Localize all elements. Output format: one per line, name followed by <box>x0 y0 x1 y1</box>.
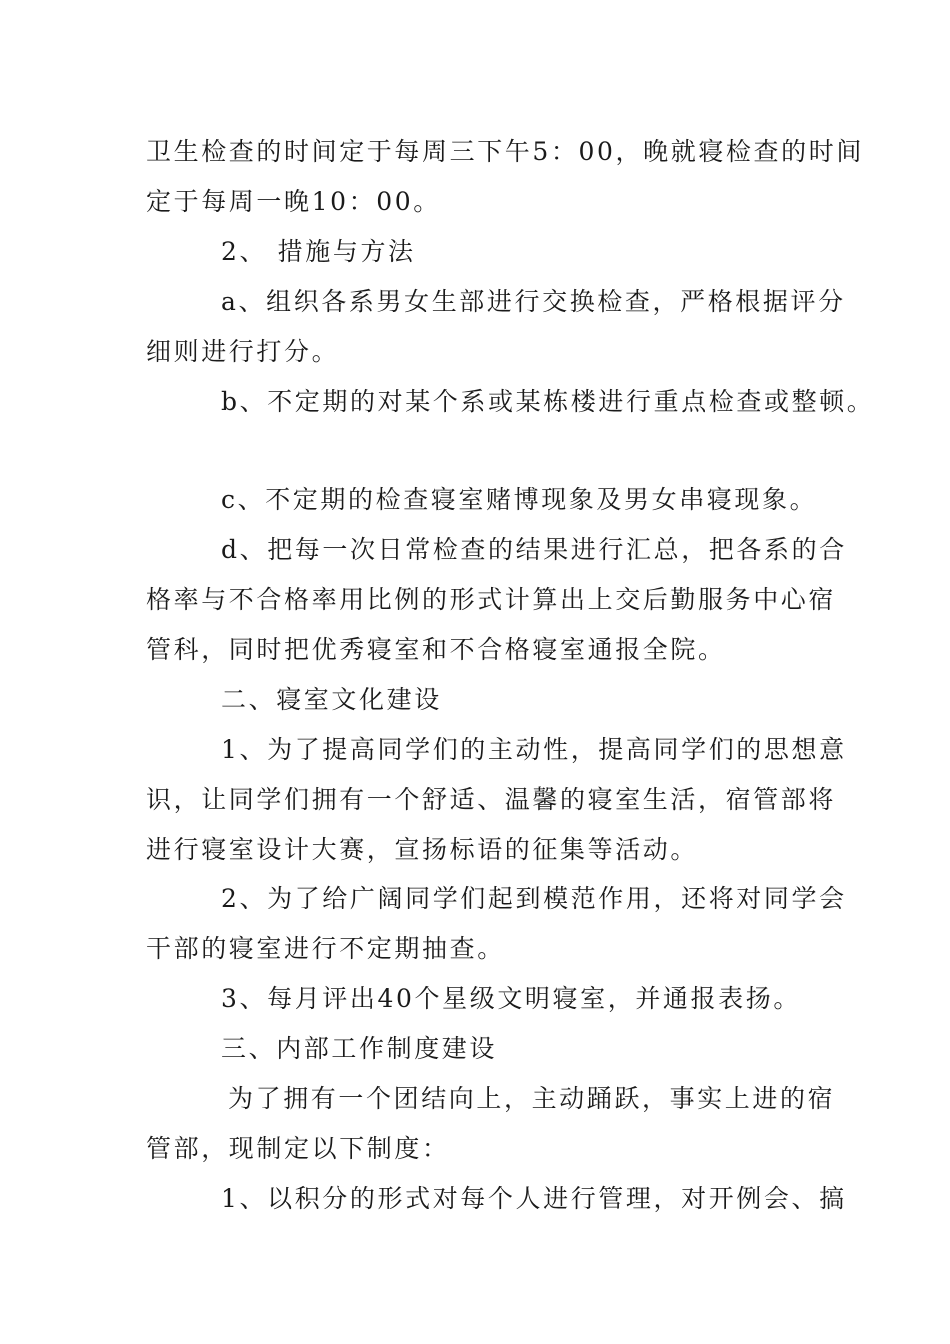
text-line: 格率与不合格率用比例的形式计算出上交后勤服务中心宿 <box>146 585 837 614</box>
section-heading: 三、内部工作制度建设 <box>221 1034 498 1063</box>
text-line: 1、为了提高同学们的主动性，提高同学们的思想意 <box>221 735 847 764</box>
text-line: 卫生检查的时间定于每周三下午5：00，晚就寝检查的时间 <box>146 137 864 166</box>
text-line: 识，让同学们拥有一个舒适、温馨的寝室生活，宿管部将 <box>146 785 837 814</box>
text-line: 定于每周一晚10：00。 <box>146 187 441 216</box>
text-line: 2、为了给广阔同学们起到模范作用，还将对同学会 <box>221 884 847 913</box>
section-heading: 二、寝室文化建设 <box>221 685 442 714</box>
text-line: c、不定期的检查寝室赌博现象及男女串寝现象。 <box>221 485 818 514</box>
text-line: 为了拥有一个团结向上，主动踊跃，事实上进的宿 <box>228 1084 836 1113</box>
text-line: 管部，现制定以下制度： <box>146 1134 450 1163</box>
text-line: 3、每月评出40个星级文明寝室，并通报表扬。 <box>221 984 801 1013</box>
text-line: a、组织各系男女生部进行交换检查，严格根据评分 <box>221 287 846 316</box>
text-line: 细则进行打分。 <box>146 337 340 366</box>
text-line: b、不定期的对某个系或某栋楼进行重点检查或整顿。 <box>221 387 875 416</box>
text-line: 干部的寝室进行不定期抽查。 <box>146 934 505 963</box>
text-line: 进行寝室设计大赛，宣扬标语的征集等活动。 <box>146 835 699 864</box>
text-line: 1、以积分的形式对每个人进行管理，对开例会、搞 <box>221 1184 847 1213</box>
text-line: 管科，同时把优秀寝室和不合格寝室通报全院。 <box>146 635 726 664</box>
text-line: d、把每一次日常检查的结果进行汇总，把各系的合 <box>221 535 847 564</box>
section-heading: 2、 措施与方法 <box>221 237 416 266</box>
